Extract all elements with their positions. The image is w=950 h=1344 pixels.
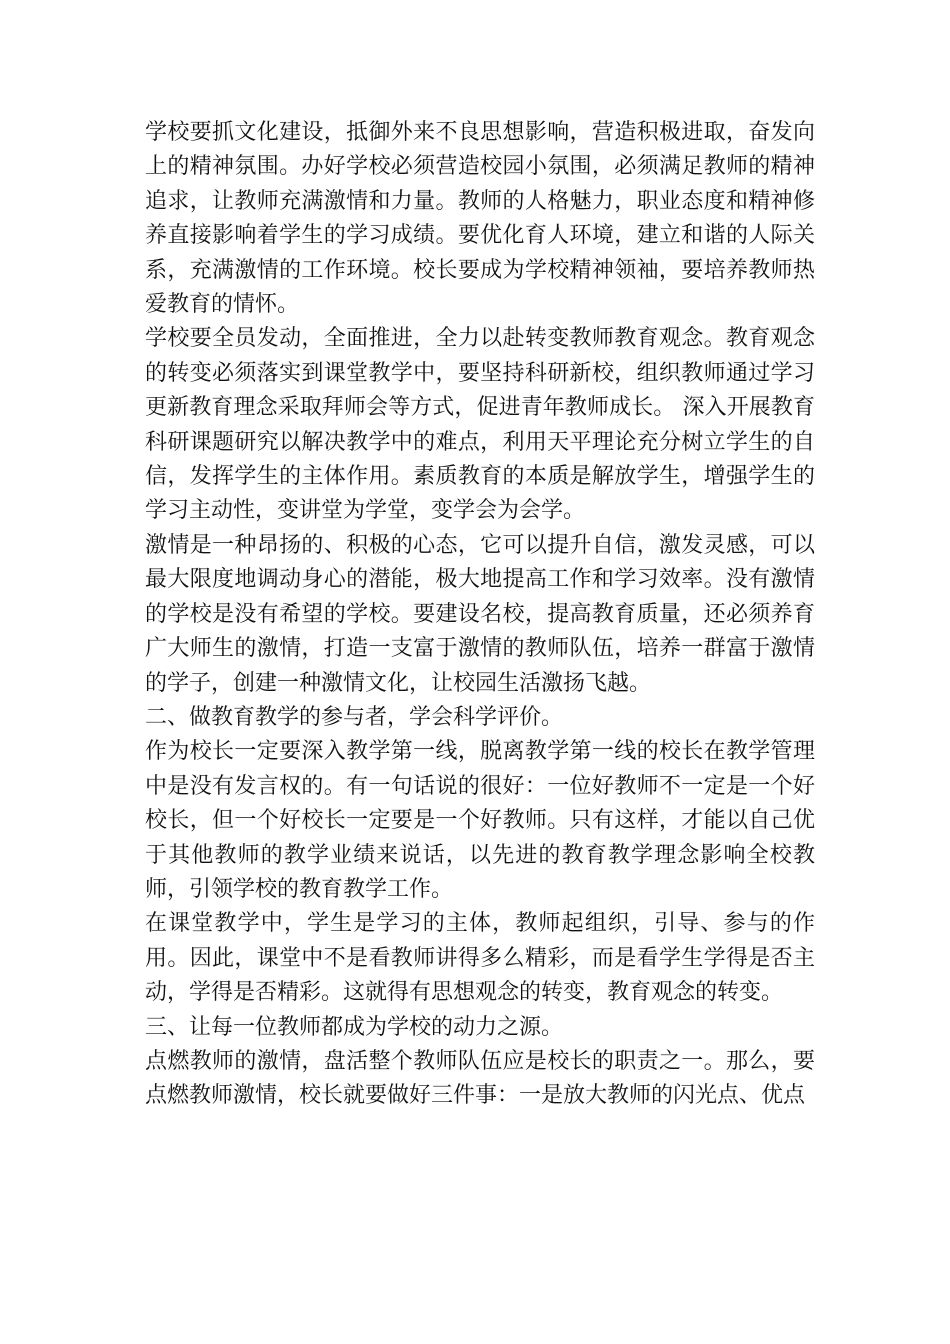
paragraph-education-concept: 学校要全员发动，全面推进，全力以赴转变教师教育观念。教育观念的转变必须落实到课堂教学中，要坚持科研新校，组织教师通过学习更新教育理念采取拜师会等方式，促进青年教师成长。 深入开展教育科研课题研究以解决教学中的难点，利用天平理论充分树立学生的自信，发挥学生的主体作用。素质教育的本质是解放学生，增强学生的学习主动性，变讲堂为学堂，变学会为会学。 <box>145 326 815 524</box>
document-body <box>145 116 815 1114</box>
paragraph-ignite-teachers: 点燃教师的激情，盘活整个教师队伍应是校长的职责之一。那么，要点燃教师激情，校长就要做好三件事：一是放大教师的闪光点、优点 <box>145 1048 815 1109</box>
paragraph-school-culture: 学校要抓文化建设，抵御外来不良思想影响，营造积极进取，奋发向上的精神氛围。办好学校必须营造校园小氛围，必须满足教师的精神追求，让教师充满激情和力量。教师的人格魅力，职业态度和精神修养直接影响着学生的学习成绩。要优化育人环境，建立和谐的人际关系，充满激情的工作环境。校长要成为学校精神领袖，要培养教师热爱教育的情怀。 <box>145 120 815 318</box>
paragraph-principal-teaching: 作为校长一定要深入教学第一线，脱离教学第一线的校长在教学管理中是没有发言权的。有一句话说的很好：一位好教师不一定是一个好校长，但一个好校长一定要是一个好教师。只有这样，才能以自己优于其他教师的教学业绩来说话，以先进的教育教学理念影响全校教师，引领学校的教育教学工作。 <box>145 739 815 902</box>
section-heading-3: 三、让每一位教师都成为学校的动力之源。 <box>145 1014 564 1040</box>
section-heading-2: 二、做教育教学的参与者，学会科学评价。 <box>145 704 564 730</box>
paragraph-passion: 激情是一种昂扬的、积极的心态，它可以提升自信，激发灵感，可以最大限度地调动身心的潜能，极大地提高工作和学习效率。没有激情的学校是没有希望的学校。要建设名校，提高教育质量，还必须养育广大师生的激情，打造一支富于激情的教师队伍，培养一群富于激情的学子，创建一种激情文化，让校园生活激扬飞越。 <box>145 532 815 696</box>
paragraph-classroom: 在课堂教学中，学生是学习的主体，教师起组织，引导、参与的作用。因此，课堂中不是看教师讲得多么精彩，而是看学生学得是否主动，学得是否精彩。这就得有思想观念的转变，教育观念的转变。 <box>145 911 815 1006</box>
